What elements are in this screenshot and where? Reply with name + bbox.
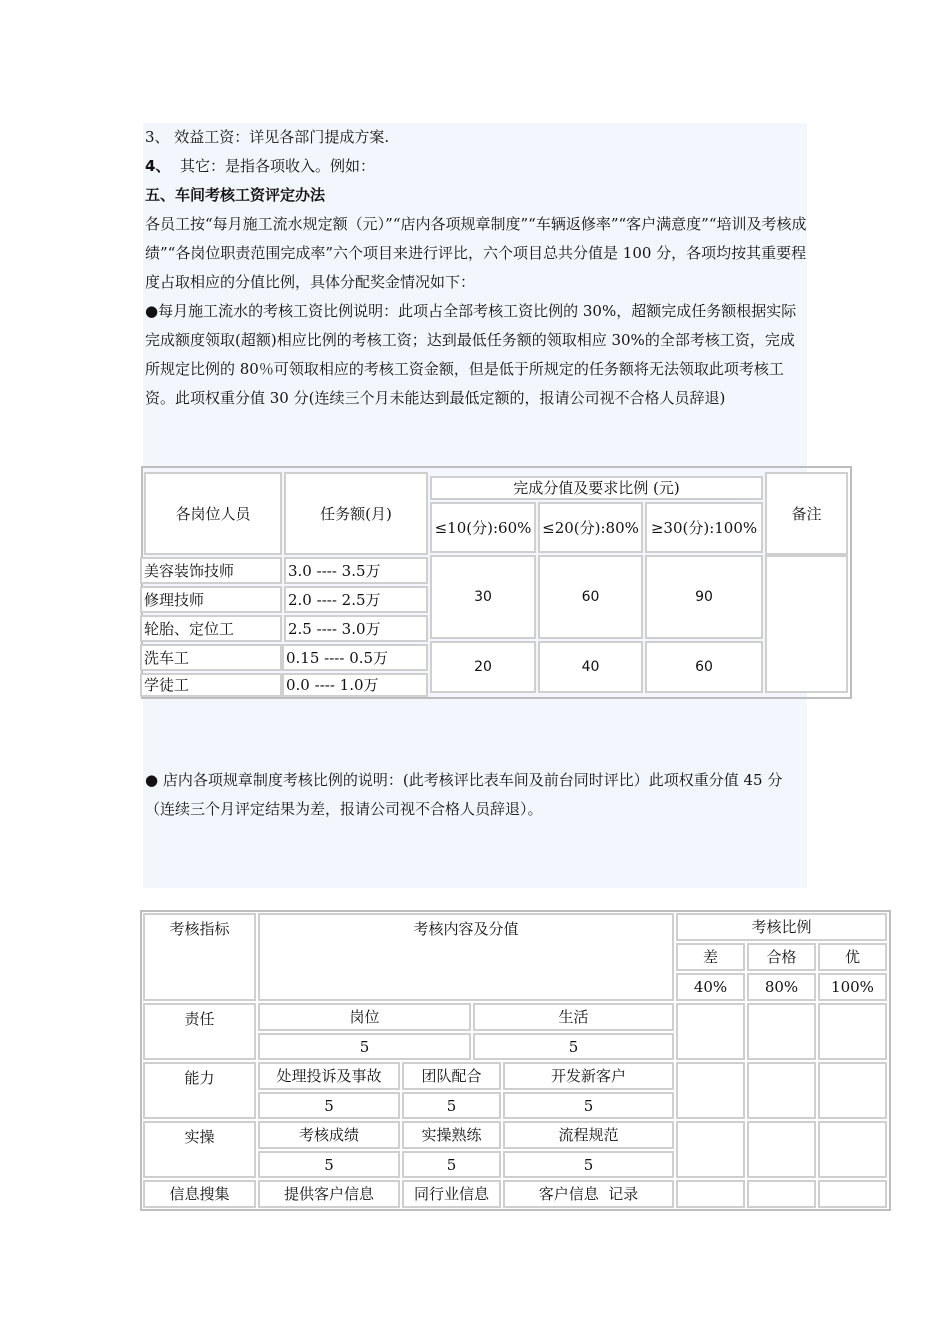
- intro-section: [145, 123, 807, 413]
- table2-rating-cell: [747, 1062, 816, 1119]
- table2-score: 5: [258, 1033, 471, 1060]
- table2-rating-cell: [676, 1180, 745, 1208]
- table2-header-ratio: 考核比例: [676, 913, 887, 941]
- table2-score: 5: [402, 1092, 501, 1119]
- table1-row-staff: 学徒工: [140, 673, 282, 697]
- table1-header-note: 备注: [765, 472, 848, 555]
- table1-group2-ratio1: 20: [430, 641, 536, 693]
- table1-header-ratio2: ≤20(分):80%: [538, 502, 643, 553]
- rules-ratio-paragraph: ● 店内各项规章制度考核比例的说明：(此考核评比表车间及前台同时评比）此项权重分值 45 分（连续三个月评定结果为差，报请公司视不合格人员辞退）。: [145, 771, 783, 818]
- table2-item: 开发新客户: [503, 1062, 674, 1090]
- table2-score: 5: [503, 1092, 674, 1119]
- table2-header-indicator: 考核指标: [143, 913, 256, 1001]
- table1-row-staff: 洗车工: [140, 644, 282, 671]
- table2-rating-cell: [676, 1003, 745, 1060]
- table2-score: 5: [503, 1151, 674, 1178]
- table2-indicator: 实操: [143, 1121, 256, 1178]
- table1-row-staff: 修理技师: [140, 586, 282, 613]
- section-heading: 五、车间考核工资评定办法: [145, 186, 326, 204]
- table2-rating-cell: [818, 1003, 887, 1060]
- table2-indicator: 责任: [143, 1003, 256, 1060]
- table2-item: 实操熟练: [402, 1121, 501, 1149]
- table2-score: 5: [258, 1092, 400, 1119]
- table1-group1-ratio2: 60: [538, 555, 643, 639]
- table2-ratio-label-pass: 合格: [747, 943, 816, 971]
- table2-rating-cell: [676, 1062, 745, 1119]
- table2-rating-cell: [747, 1121, 816, 1178]
- table1-group2-ratio3: 60: [645, 641, 763, 693]
- table2-item: 岗位: [258, 1003, 471, 1031]
- table1-row-task: 2.0 ---- 2.5万: [284, 586, 428, 613]
- table1-note-cell: [765, 555, 848, 693]
- table2-rating-cell: [818, 1180, 887, 1208]
- rules-section: [145, 766, 807, 824]
- evaluation-paragraph: 各员工按“每月施工流水规定额（元）”“店内各项规章制度”“车辆返修率”“客户满意度”“培训及考核成绩”“各岗位职责范围完成率”六个项目来进行评比，六个项目总共分值是 100 分，各项均按其重要程度占取相应的分值比例，具体分配奖金情况如下：: [145, 215, 807, 291]
- table2-item: 考核成绩: [258, 1121, 400, 1149]
- table2-indicator: 能力: [143, 1062, 256, 1119]
- table2-ratio-value-poor: 40%: [676, 973, 745, 1001]
- table2-item: 客户信息 记录: [503, 1180, 674, 1208]
- table2-score: 5: [402, 1151, 501, 1178]
- table2-indicator: 信息搜集: [143, 1180, 256, 1208]
- table2-ratio-label-excellent: 优: [818, 943, 887, 971]
- table2-ratio-value-excellent: 100%: [818, 973, 887, 1001]
- table2-item: 同行业信息: [402, 1180, 501, 1208]
- effect-salary-line: 3、 效益工资：详见各部门提成方案.: [145, 128, 390, 146]
- table1-row-task: 0.15 ---- 0.5万: [282, 644, 428, 671]
- table2-rating-cell: [818, 1062, 887, 1119]
- other-income-text: 其它：是指各项收入。例如：: [179, 157, 375, 175]
- table2-ratio-label-poor: 差: [676, 943, 745, 971]
- table1-header-staff: 各岗位人员: [144, 472, 282, 555]
- table1-row-task: 0.0 ---- 1.0万: [282, 673, 428, 697]
- table2-item: 生活: [473, 1003, 674, 1031]
- table1-header-group: 完成分值及要求比例 (元): [430, 476, 763, 500]
- table1-group2-ratio2: 40: [538, 641, 643, 693]
- table1-row-task: 2.5 ---- 3.0万: [284, 615, 428, 642]
- table2-item: 提供客户信息: [258, 1180, 400, 1208]
- table2-score: 5: [258, 1151, 400, 1178]
- table1-group1-ratio3: 90: [645, 555, 763, 639]
- table2-rating-cell: [747, 1180, 816, 1208]
- table2-rating-cell: [818, 1121, 887, 1178]
- table1-header-ratio1: ≤10(分):60%: [430, 502, 536, 553]
- other-income-number: 4、: [145, 157, 171, 175]
- table2-item: 流程规范: [503, 1121, 674, 1149]
- table2-rating-cell: [747, 1003, 816, 1060]
- flow-ratio-paragraph: ●每月施工流水的考核工资比例说明：此项占全部考核工资比例的 30%，超额完成任务额根据实际完成额度领取(超额)相应比例的考核工资；达到最低任务额的领取相应 30%的全部考核工资，完成所规定比例的 80％可领取相应的考核工资金额，但是低于所规定的任务额将无法领取此项考核工资。此项权重分值 30 分(连续三个月未能达到最低定额的，报请公司视不合格人员辞退): [145, 302, 797, 407]
- table1-header-task: 任务额(月): [284, 472, 428, 555]
- table1-row-staff: 轮胎、定位工: [140, 615, 282, 642]
- table2-header-content: 考核内容及分值: [258, 913, 674, 1001]
- table1-group1-ratio1: 30: [430, 555, 536, 639]
- table1-row-task: 3.0 ---- 3.5万: [284, 557, 428, 584]
- table2-rating-cell: [676, 1121, 745, 1178]
- table2-score: 5: [473, 1033, 674, 1060]
- table2-item: 团队配合: [402, 1062, 501, 1090]
- table2-ratio-value-pass: 80%: [747, 973, 816, 1001]
- table2-item: 处理投诉及事故: [258, 1062, 400, 1090]
- table1-header-ratio3: ≥30(分):100%: [645, 502, 763, 553]
- table1-row-staff: 美容装饰技师: [140, 557, 282, 584]
- other-income-line: [145, 152, 807, 181]
